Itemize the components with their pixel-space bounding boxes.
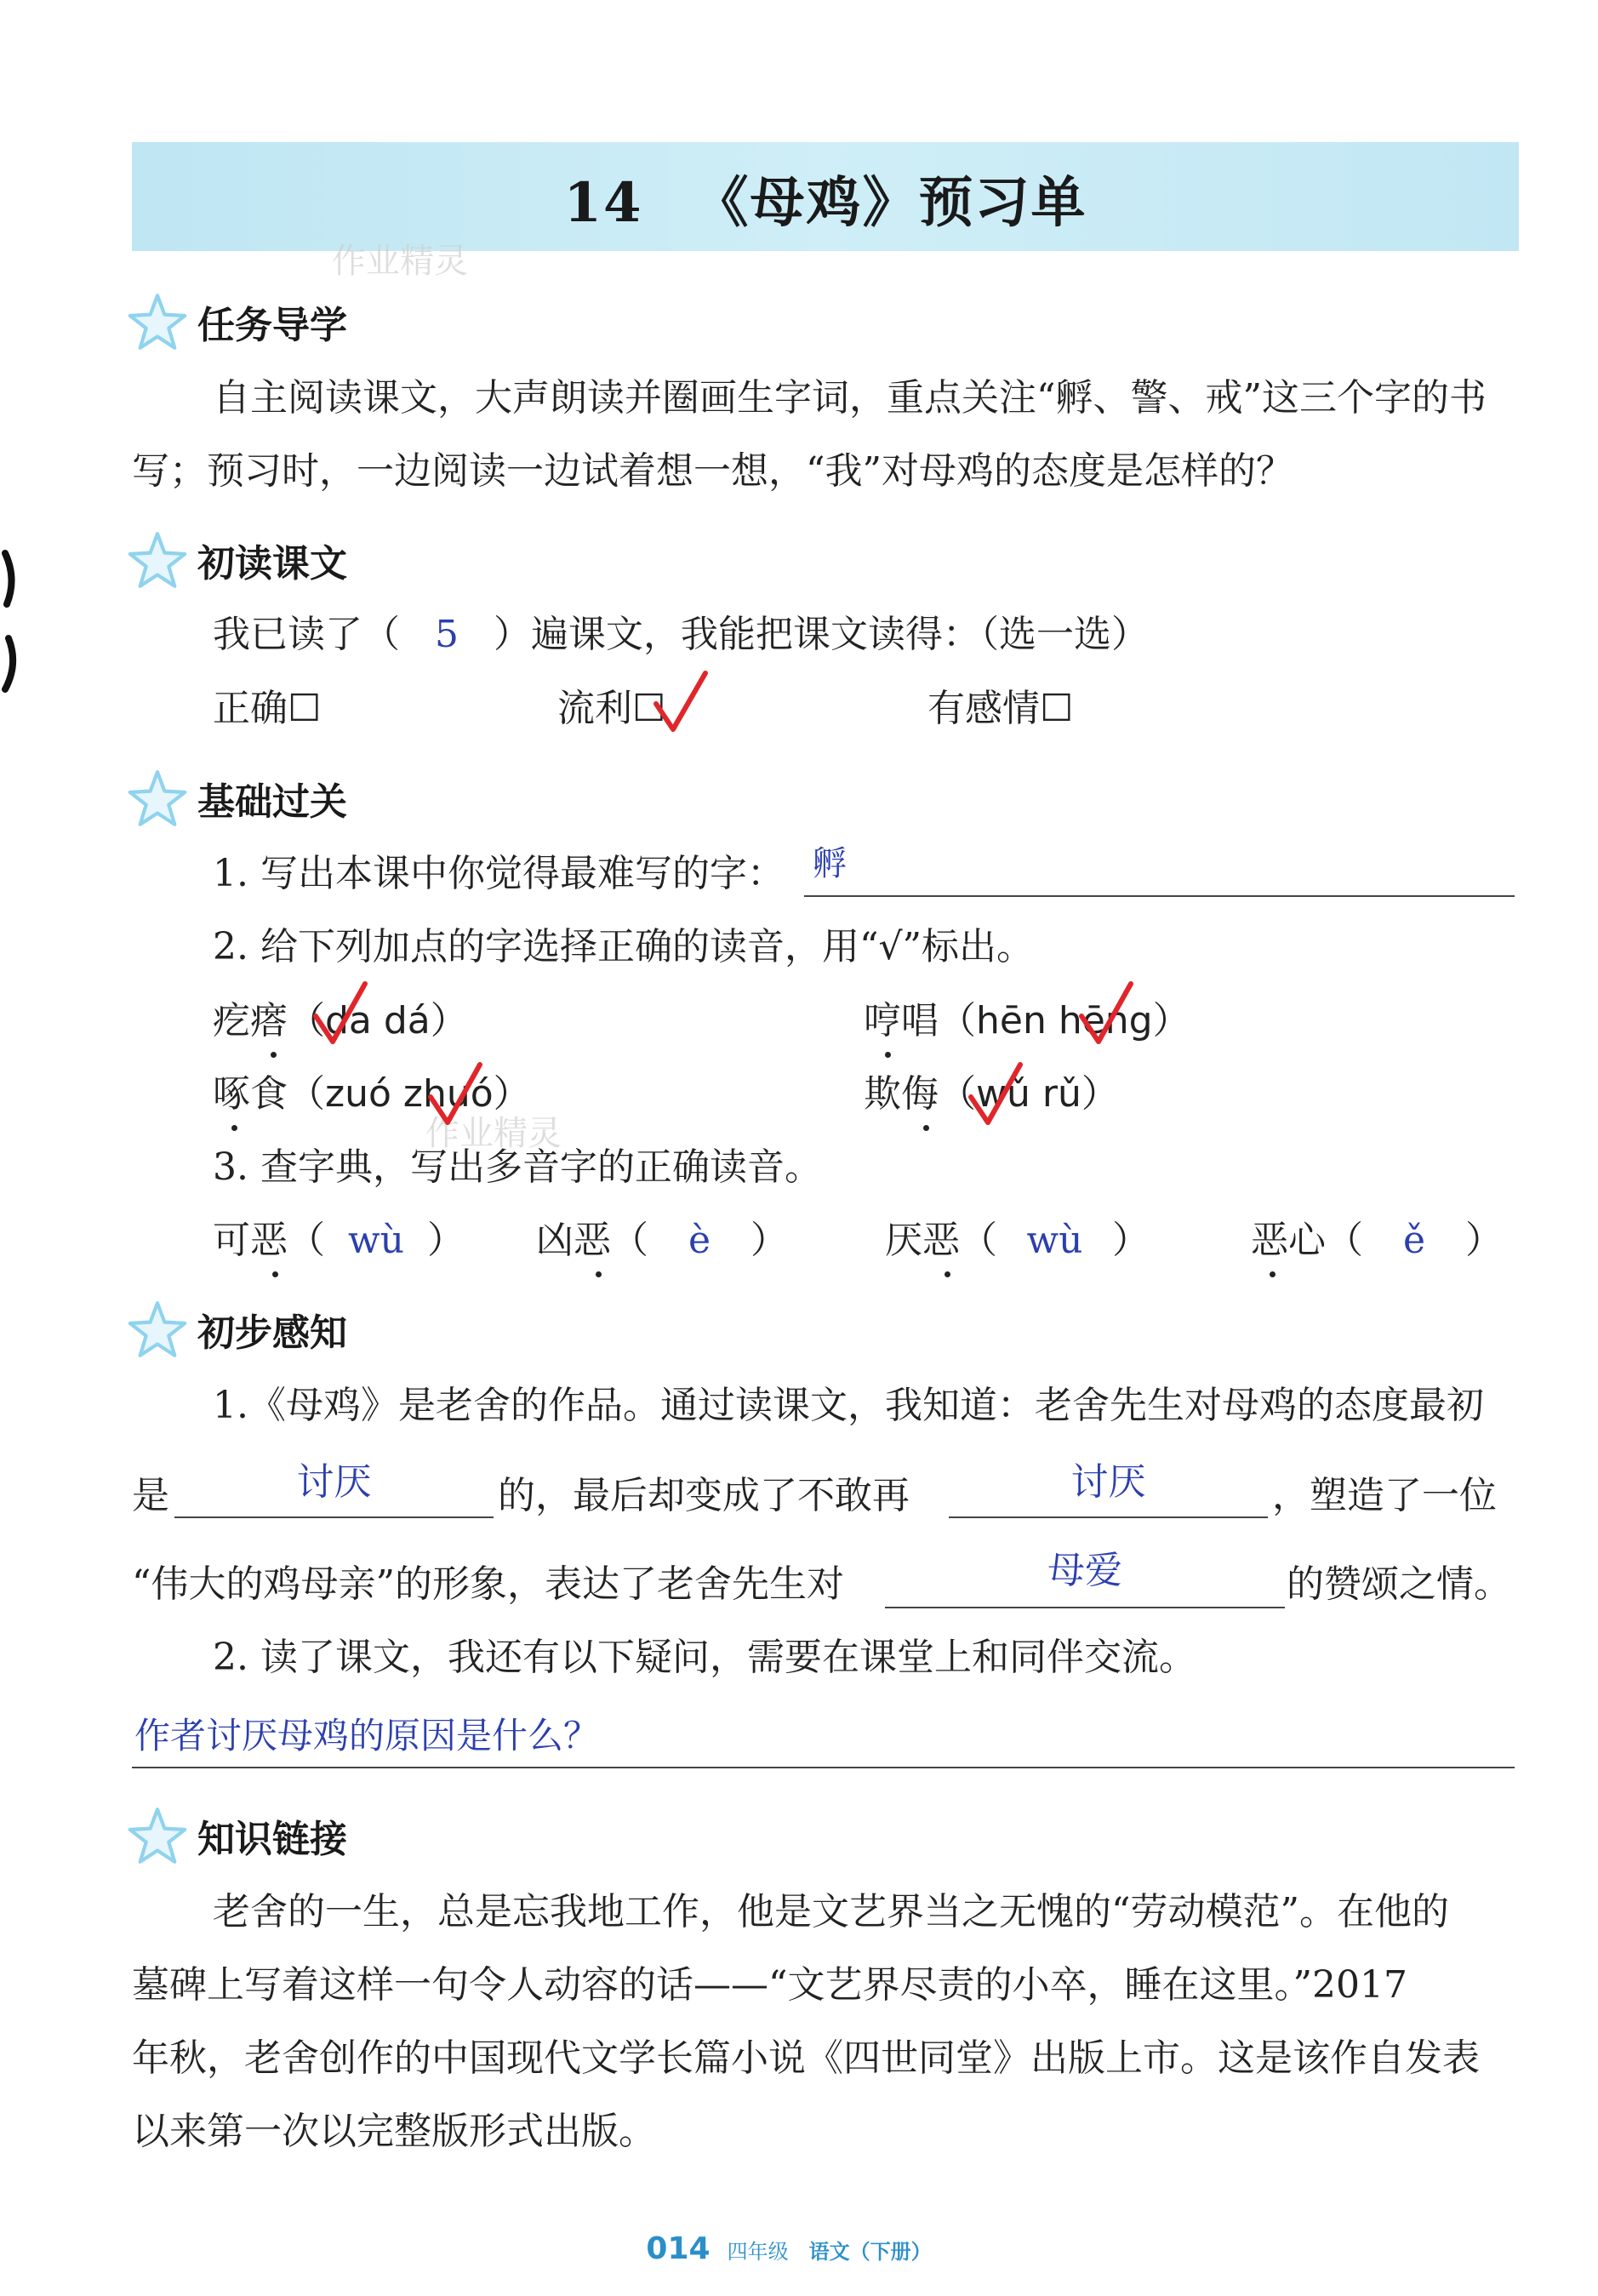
perceive-answer-1: 讨厌 <box>296 1460 372 1504</box>
task-line-2: 写；预习时，一边阅读一边试着想一想，“我”对母鸡的态度是怎样的？ <box>132 449 1293 493</box>
poly-item-3: 厌恶（ wù ） <box>885 1219 1150 1262</box>
page-title <box>132 159 1519 237</box>
poly-item-2: 凶恶（ è ） <box>536 1219 788 1262</box>
perceive-q2: 2. 读了课文，我还有以下疑问，需要在课堂上和同伴交流。 <box>213 1636 1196 1679</box>
star-icon <box>128 768 187 828</box>
read-count-answer: 5 <box>435 613 459 656</box>
knowledge-line-3: 年秋，老舍创作的中国现代文学长篇小说《四世同堂》出版上市。这是该作自发表 <box>132 2036 1480 2080</box>
option-fluent: 流利☐ <box>557 687 666 730</box>
knowledge-line-2: 墓碑上写着这样一句令人动容的话——“文艺界尽责的小卒，睡在这里。”2017 <box>132 1963 1407 2007</box>
watermark-2: 作业精灵 <box>425 1114 562 1153</box>
perceive-answer-3: 母爱 <box>1047 1549 1122 1592</box>
answer-line <box>804 895 1515 897</box>
check-mark <box>1076 979 1136 1047</box>
section-header-basic <box>128 764 347 832</box>
emphasis-dot <box>596 1271 602 1277</box>
perceive-line-3a: “伟大的鸡母亲”的形象，表达了老舍先生对 <box>132 1562 844 1606</box>
perceive-answer-2: 讨厌 <box>1070 1460 1146 1504</box>
basic-q1: 1. 写出本课中你觉得最难写的字： <box>213 852 785 895</box>
watermark: 作业精灵 <box>332 242 468 281</box>
emphasis-dot <box>231 1125 237 1131</box>
option-correct: 正确☐ <box>213 687 322 730</box>
star-icon <box>128 530 187 590</box>
basic-q1-answer: 孵 <box>813 844 847 883</box>
section-header-read <box>128 526 347 594</box>
knowledge-line-1: 老舍的一生，总是忘我地工作，他是文艺界当之无愧的“劳动模范”。在他的 <box>213 1890 1449 1933</box>
emphasis-dot <box>885 1052 891 1058</box>
answer-line <box>132 1767 1515 1768</box>
perceive-line-3b: 的赞颂之情。 <box>1287 1562 1511 1606</box>
page-number: 014 <box>646 2231 711 2266</box>
basic-q3: 3. 查字典，写出多音字的正确读音。 <box>213 1145 822 1189</box>
lesson-title: 《母鸡》预习单 <box>693 172 1087 235</box>
emphasis-dot <box>1270 1271 1276 1277</box>
footer-subject: 语文（下册） <box>808 2240 932 2264</box>
binding-mark <box>0 545 26 698</box>
pinyin-item-2: 哼唱（hēn hēng） <box>864 999 1190 1042</box>
answer-line <box>174 1516 494 1518</box>
emphasis-dot <box>923 1125 929 1131</box>
emphasis-dot <box>272 1271 278 1277</box>
perceive-line-2b: 的，最后却变成了不敢再 <box>498 1474 910 1517</box>
section-header-task <box>128 288 347 356</box>
check-mark <box>966 1059 1025 1128</box>
perceive-line-2c: ，塑造了一位 <box>1272 1474 1497 1517</box>
check-mark <box>311 979 370 1047</box>
section-header-knowledge <box>128 1802 347 1870</box>
section-title: 任务导学 <box>197 304 347 347</box>
perceive-q2-answer: 作者讨厌母鸡的原因是什么？ <box>134 1715 600 1756</box>
pinyin-item-4: 欺侮（wǔ rǔ） <box>864 1072 1119 1116</box>
star-icon <box>128 1806 187 1865</box>
answer-line <box>949 1516 1268 1518</box>
poly-item-1: 可恶（ wù ） <box>213 1219 465 1262</box>
section-header-perceive <box>128 1295 347 1363</box>
page-footer <box>0 2231 1598 2266</box>
perceive-line-1: 1.《母鸡》是老舍的作品。通过读课文，我知道：老舍先生对母鸡的态度最初 <box>213 1384 1484 1427</box>
basic-q2: 2. 给下列加点的字选择正确的读音，用“√”标出。 <box>213 925 1034 968</box>
check-mark <box>425 1059 485 1128</box>
lesson-number: 14 <box>563 171 643 235</box>
check-mark <box>651 668 711 736</box>
perceive-line-2a: 是 <box>132 1474 169 1517</box>
option-emotional: 有感情☐ <box>927 687 1074 730</box>
poly-item-4: 恶心（ ě ） <box>1251 1219 1503 1262</box>
section-title: 基础过关 <box>197 780 347 824</box>
section-title: 初读课文 <box>197 542 347 585</box>
footer-grade: 四年级 <box>727 2240 789 2264</box>
knowledge-line-4: 以来第一次以完整版形式出版。 <box>132 2110 656 2153</box>
pinyin-item-3: 啄食（zuó zhuó） <box>213 1072 531 1116</box>
answer-line <box>885 1607 1285 1608</box>
star-icon <box>128 292 187 351</box>
section-title: 知识链接 <box>197 1818 347 1861</box>
read-count-line: 我已读了（ 5 ）遍课文，我能把课文读得：（选一选） <box>213 609 1149 660</box>
pinyin-item-1: 疙瘩（da dá） <box>213 999 468 1042</box>
emphasis-dot <box>945 1271 950 1277</box>
task-line-1: 自主阅读课文，大声朗读并圈画生字词，重点关注“孵、警、戒”这三个字的书 <box>213 376 1487 420</box>
emphasis-dot <box>271 1052 277 1058</box>
section-title: 初步感知 <box>197 1311 347 1355</box>
star-icon <box>128 1299 187 1359</box>
